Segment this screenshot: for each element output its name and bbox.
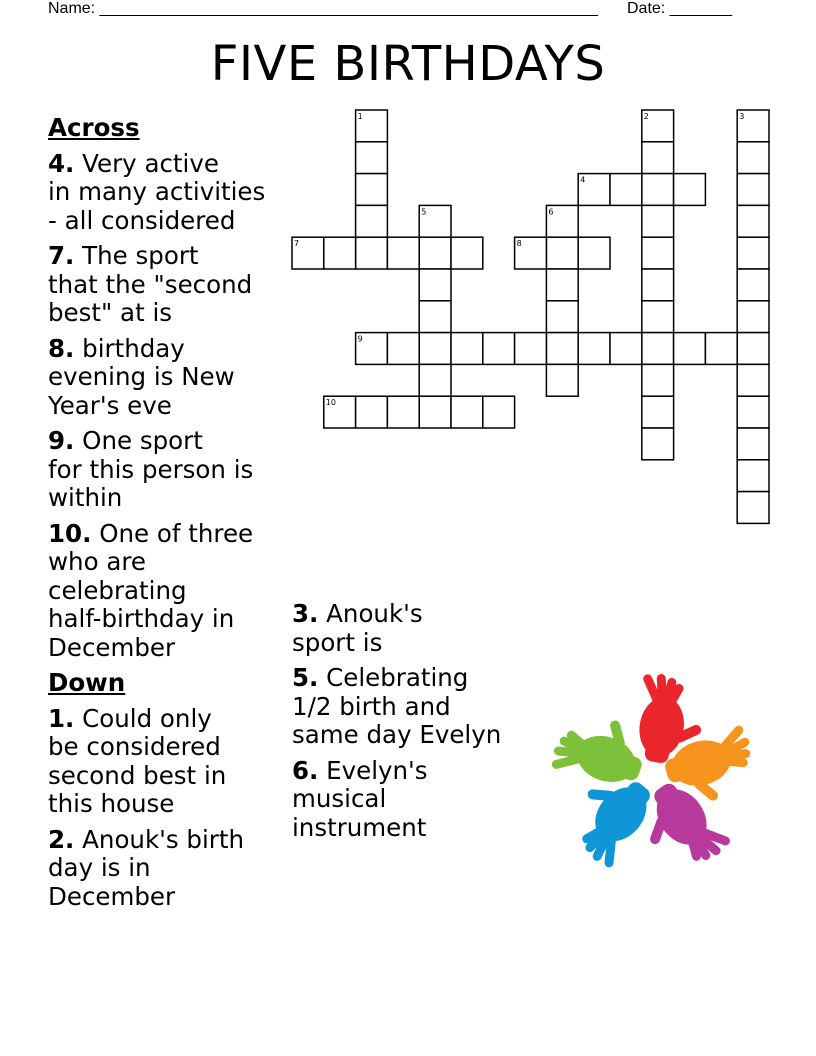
grid-cell[interactable]	[737, 174, 769, 206]
cell-number: 10	[325, 398, 336, 408]
grid-cell[interactable]	[674, 174, 706, 206]
clue-text-line: within	[48, 483, 123, 512]
grid-cell[interactable]	[546, 364, 578, 396]
clue-10	[48, 520, 288, 663]
grid-cell[interactable]	[419, 301, 451, 333]
clue-text-line: instrument	[292, 812, 427, 842]
grid-cell[interactable]	[356, 174, 388, 206]
cell-number: 6	[548, 207, 554, 217]
grid-cell[interactable]	[737, 205, 769, 237]
clue-3	[292, 600, 532, 657]
clue-text-line: The sport	[82, 241, 199, 270]
page-title: FIVE BIRTHDAYS	[210, 36, 606, 92]
grid-cell[interactable]	[642, 142, 674, 174]
clue-6	[292, 757, 532, 843]
grid-cell[interactable]	[515, 333, 547, 365]
name-label: Name:	[48, 0, 96, 17]
clues-column-right	[292, 600, 532, 849]
cell-number: 2	[643, 112, 649, 121]
grid-cell[interactable]	[674, 333, 706, 365]
cell-number: 4	[580, 175, 586, 185]
clue-text-line: - all considered	[48, 205, 236, 235]
clue-8	[48, 335, 288, 421]
grid-cell[interactable]	[451, 237, 483, 269]
down-clue-list-left	[48, 705, 288, 912]
clue-text-line: Celebrating	[326, 663, 469, 692]
clue-text-line: sport is	[292, 627, 383, 657]
grid-cell[interactable]	[356, 396, 388, 428]
grid-cell[interactable]	[546, 237, 578, 269]
clue-text-line: One sport	[82, 426, 203, 455]
grid-cell[interactable]	[642, 269, 674, 301]
cell-number: 7	[294, 239, 300, 249]
grid-cell[interactable]	[737, 364, 769, 396]
clue-text-line: 1/2 birth and	[292, 691, 451, 721]
clue-number: 9.	[48, 426, 75, 455]
clue-number: 7.	[48, 241, 75, 270]
grid-cell[interactable]	[483, 396, 515, 428]
grid-cell[interactable]	[642, 364, 674, 396]
grid-cell[interactable]	[356, 237, 388, 269]
cell-number: 3	[739, 112, 745, 121]
clue-text-line: birthday	[82, 333, 185, 363]
clue-text-line: celebrating	[48, 575, 187, 605]
grid-cell[interactable]	[419, 333, 451, 365]
across-clue-list	[48, 150, 288, 663]
clue-text-line: who are	[48, 547, 146, 576]
date-label: Date:	[627, 0, 666, 17]
grid-cell[interactable]	[483, 333, 515, 365]
grid-cell[interactable]	[737, 142, 769, 174]
clue-5	[292, 664, 532, 750]
grid-cell[interactable]	[546, 333, 578, 365]
grid-cell[interactable]	[356, 205, 388, 237]
clues-column-left	[48, 114, 288, 918]
colorful-hands-circle-icon	[528, 656, 778, 896]
name-line: ________________________________________________________	[99, 0, 598, 17]
grid-cell[interactable]	[737, 237, 769, 269]
cell-number: 1	[357, 112, 363, 121]
clue-text-line: that the "second	[48, 269, 253, 299]
date-line: _______	[669, 0, 732, 17]
clue-text-line: Very active	[82, 148, 219, 178]
cell-number: 9	[357, 334, 363, 344]
grid-cell[interactable]	[737, 269, 769, 301]
clue-number: 1.	[48, 703, 75, 733]
cell-number: 5	[421, 207, 427, 217]
clue-text-line: for this person is	[48, 454, 254, 484]
clue-number: 6.	[292, 755, 319, 785]
clue-text-line: Anouk's birth	[82, 824, 245, 854]
grid-cell[interactable]	[642, 428, 674, 460]
down-heading: Down	[48, 668, 126, 697]
clue-text-line: musical	[292, 784, 387, 813]
grid-cell[interactable]	[546, 301, 578, 333]
clue-text-line: day is in	[48, 853, 151, 882]
grid-cell[interactable]	[578, 333, 610, 365]
grid-cell[interactable]	[737, 460, 769, 492]
grid-cell[interactable]	[642, 396, 674, 428]
clue-text-line: this house	[48, 789, 175, 818]
clue-number: 3.	[292, 599, 319, 628]
clue-2	[48, 826, 288, 912]
clue-text-line: December	[48, 881, 176, 911]
grid-cell[interactable]	[419, 396, 451, 428]
clue-4	[48, 150, 288, 236]
grid-cell[interactable]	[705, 333, 737, 365]
grid-cell[interactable]	[451, 396, 483, 428]
clue-number: 10.	[48, 518, 92, 548]
grid-cell[interactable]	[642, 237, 674, 269]
clue-text-line: Could only	[82, 703, 212, 733]
grid-cell[interactable]	[737, 428, 769, 460]
grid-cell[interactable]	[387, 333, 419, 365]
clue-text-line: December	[48, 632, 176, 662]
clue-9	[48, 427, 288, 513]
grid-cell[interactable]	[578, 237, 610, 269]
clue-number: 8.	[48, 333, 75, 363]
grid-cell[interactable]	[387, 396, 419, 428]
grid-cell[interactable]	[451, 333, 483, 365]
grid-cell[interactable]	[737, 301, 769, 333]
grid-cell[interactable]	[419, 237, 451, 269]
clue-text-line: Evelyn's	[326, 755, 428, 785]
grid-cell[interactable]	[387, 237, 419, 269]
grid-cell[interactable]	[642, 301, 674, 333]
clue-text-line: best" at is	[48, 298, 173, 327]
across-heading: Across	[48, 113, 140, 142]
cell-number: 8	[516, 239, 522, 249]
grid-cell[interactable]	[356, 142, 388, 174]
grid-cell[interactable]	[737, 396, 769, 428]
clue-text-line: second best in	[48, 760, 227, 790]
clue-text-line: in many activities	[48, 177, 266, 206]
clue-text-line: Year's eve	[48, 390, 172, 420]
grid-cell[interactable]	[642, 205, 674, 237]
clue-7	[48, 242, 288, 328]
grid-cell[interactable]	[324, 237, 356, 269]
clue-text-line: half-birthday in	[48, 604, 235, 633]
clue-number: 4.	[48, 148, 75, 178]
clue-number: 5.	[292, 663, 319, 692]
down-clue-list-right	[292, 600, 532, 842]
clue-1	[48, 705, 288, 819]
clue-text-line: same day Evelyn	[292, 720, 502, 749]
clue-text-line: One of three	[99, 518, 254, 548]
clue-text-line: Anouk's	[326, 599, 423, 628]
grid-cell[interactable]	[419, 364, 451, 396]
grid-cell[interactable]	[737, 492, 769, 524]
grid-cell[interactable]	[610, 174, 642, 206]
clue-text-line: evening is New	[48, 362, 235, 391]
clue-number: 2.	[48, 824, 75, 854]
clue-text-line: be considered	[48, 732, 221, 761]
grid-cell[interactable]	[642, 174, 674, 206]
grid-cell[interactable]	[419, 269, 451, 301]
grid-cell[interactable]	[642, 333, 674, 365]
grid-cell[interactable]	[610, 333, 642, 365]
grid-cell[interactable]	[546, 269, 578, 301]
grid-cell[interactable]	[737, 333, 769, 365]
